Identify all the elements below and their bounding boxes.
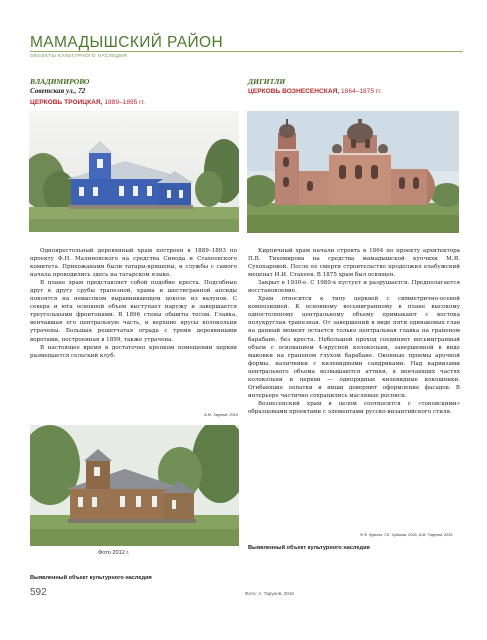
footer-photo-credit: Фото: А. Тарунов, 2016 — [245, 591, 294, 596]
left-church-title — [30, 99, 145, 106]
left-church-name: ЦЕРКОВЬ ТРОИЦКАЯ, — [30, 99, 103, 106]
right-church-years: 1864–1875 гг. — [341, 88, 382, 95]
photo-2012-caption: Фото 2012 г. — [98, 550, 130, 556]
right-heritage-status: Выявленный объект культурного наследия — [248, 545, 370, 551]
right-paragraph: Кирпичный храм начали строить в 1864 по проекту архитектора П.В. Тихомирова на средства мамадышской купчихи М.Я. Сухопаровой. После ее смерти строительство продолжил елабужский меценат И.И. Стахеев. В 1875 храм был освящен. — [248, 248, 460, 279]
left-church-years: 1889–1895 гг. — [104, 99, 146, 106]
right-paragraph: Закрыт в 1930-е. С 1980-х пустует и разрушается. Предполагается восстановление. — [248, 280, 460, 295]
region-subtitle: ОБЪЕКТЫ КУЛЬТУРНОГО НАСЛЕДИЯ — [30, 53, 128, 58]
region-title: МАМАДЫШСКИЙ РАЙОН — [30, 34, 224, 51]
page-number: 592 — [30, 587, 47, 598]
left-body-text — [30, 247, 237, 360]
right-village-name: ДИГИТЛИ — [248, 77, 286, 86]
right-church-name: ЦЕРКОВЬ ВОЗНЕСЕНСКАЯ, — [248, 88, 340, 95]
left-photo-credit: А.М. Тарунов, 2016 — [204, 413, 238, 417]
left-address: Советская ул., 72 — [30, 87, 86, 95]
left-paragraph: Одноярестольный деревянный храм построен в 1889–1893 по проекту Ф.Н. Малиновского на средства Синода и Стахеевского комитета. Прихожанами были татары-кряшены, и службы с самого начала проводились здесь на татарском языке. — [30, 248, 237, 279]
header-rule — [30, 51, 463, 52]
photo-trinity-church-2012 — [30, 425, 239, 546]
right-paragraph: Вознесенский храм в целом соотносится с «тоновскими» образцовыми проектами с элементами русско-византийского стиля. — [248, 400, 460, 415]
right-body-text — [248, 247, 460, 416]
right-photo-credit: Ф.Ф. Курина, Т.Е. Чуйкова, 2016; А.М. Тарунов, 2016 — [360, 533, 453, 537]
right-paragraph: Храм относится к типу церквей с симметрично-осевой композицией. К основному восьмигранному в плане высокому одностолпному центральному объему примыкают с востока полукруглая трапезная. От завершений в виде пяти одинаковых глав на данный момент остается только центральная главка на граненом барабане, без креста. Небольшой проход соединяет восьмигранный объем с основанием 4-ярусной колокольни, завершенной в виде маковки на граненом глухом барабане. Оконные проемы арочной формы, наличники с килевидными сандриками. Над карнизами центрального объема возвышаются аттики, в венчающих частях колокольни и церкви — однорядные килевидные кокошники. Огибающие лопатки и ниши доверяют оформление фасадов. В интерьере частично сохранились масляные росписи. — [248, 296, 460, 399]
left-village-name: ВЛАДИМИРОВО — [30, 77, 90, 86]
left-heritage-status: Выявленный объект культурного наследия — [30, 575, 152, 581]
left-paragraph: В настоящее время в достаточно крепком помещении церкви размещается сельский клуб. — [30, 344, 237, 359]
photo-ascension-church — [247, 111, 459, 233]
left-paragraph: В плане храм представляет собой подобие креста. Подсобные друг к другу срубы трапезной, храма и шестигранной апсиды покоятся на невысоком выравнивающем цоколе из валунов. С севера и юга основной объем выступает наружу и завершается треугольными фронтонами. В 1896 стены обшиты тесом. Главка, венчавшая его центральную часть, и верхние ярусы колокольни утрачены. Большая решетчатая ограда с тремя деревянными воротами, построенная в 1899, также утрачена. — [30, 280, 237, 343]
photo-trinity-church — [29, 111, 239, 232]
right-church-title — [248, 88, 382, 95]
